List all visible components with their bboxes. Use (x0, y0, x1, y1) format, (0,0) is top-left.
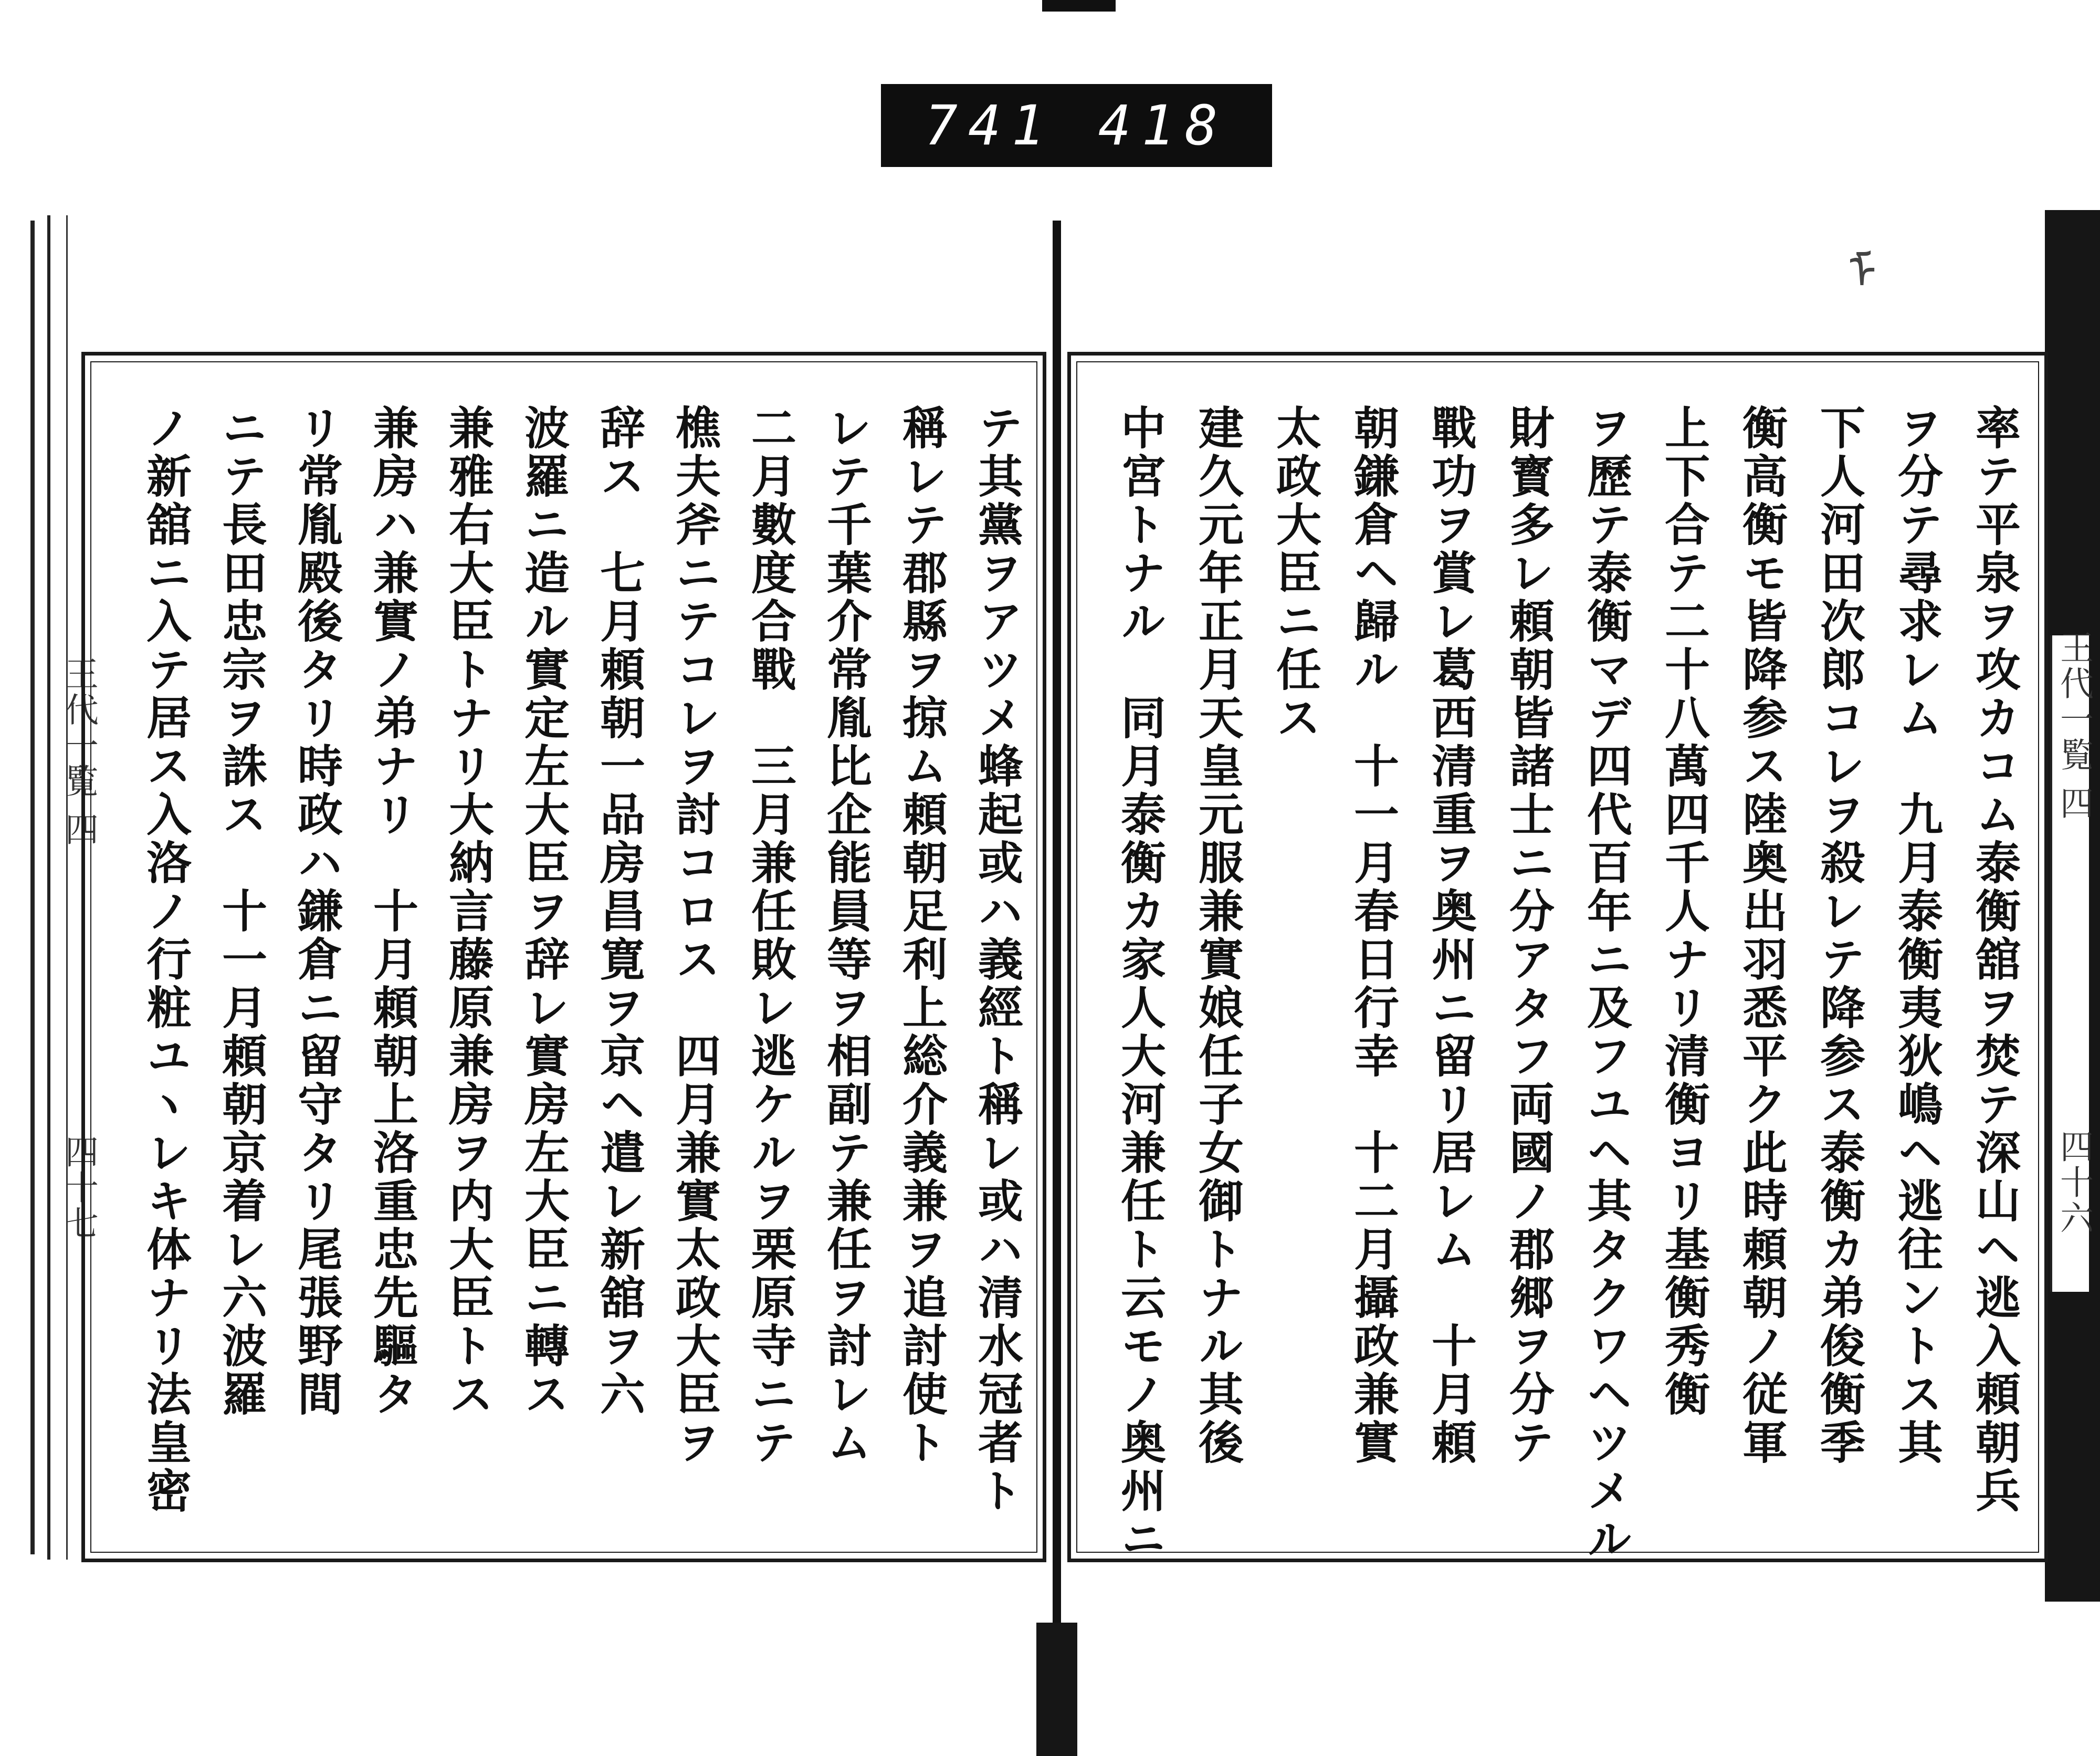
left-margin-title: 王代一覧 四 (59, 656, 98, 848)
book-spine (1047, 221, 1066, 1756)
pencil-mark: ᠮ (1848, 245, 1877, 300)
left-page-column: 樵夫斧ニテコレヲ討コロス 四月兼實太政大臣ヲ (668, 404, 721, 1467)
left-page-column: ノ新舘ニ入テ居ス入洛ノ行粧ユヽレキ体ナリ法皇密 (139, 404, 192, 1515)
right-page-column: 下人河田次郎コレヲ殺レテ降参ス泰衡カ弟俊衡季 (1812, 404, 1865, 1467)
left-page-column: 辞ス 七月頼朝一品房昌寛ヲ京ヘ遣レ新舘ヲ六 (592, 404, 645, 1419)
left-page-edge (47, 215, 68, 1560)
left-page-column: 二月數度合戰 三月兼任敗レ逃ケルヲ栗原寺ニテ (743, 404, 796, 1467)
right-margin-title: 王代一覧 四 (2054, 630, 2093, 822)
left-page-column: ニテ長田忠宗ヲ誅ス 十一月頼朝京着レ六波羅 (214, 404, 267, 1419)
left-page-edge-outer (30, 221, 35, 1554)
right-page-column: 衡高衡モ皆降参ス陸奥出羽悉平ク此時頼朝ノ従軍 (1735, 404, 1788, 1467)
right-page-column: 財寳多レ頼朝皆諸士ニ分アタフ両國ノ郡郷ヲ分テ (1502, 404, 1555, 1467)
right-page-column: 朝鎌倉ヘ歸ル 十一月春日行幸 十二月攝政兼實 (1346, 404, 1399, 1467)
left-page-column: 波羅ニ造ル實定左大臣ヲ辞レ實房左大臣ニ轉ス (517, 404, 570, 1419)
top-edge-mark (1042, 0, 1116, 12)
left-page-column: 兼房ハ兼實ノ弟ナリ 十月頼朝上洛重忠先驅タ (365, 404, 418, 1419)
right-page-column: 率テ平泉ヲ攻カコム泰衡舘ヲ焚テ深山ヘ逃入頼朝兵 (1968, 404, 2021, 1515)
left-page-column: 稱レテ郡縣ヲ掠ム頼朝足利上総介義兼ヲ追討使ト (895, 404, 948, 1467)
right-page-column: 中宮トナル 同月泰衡カ家人大河兼任ト云モノ奥州ニ (1113, 404, 1166, 1564)
left-page-column: 兼雅右大臣トナリ大納言藤原兼房ヲ内大臣トス (441, 404, 494, 1419)
left-page-column: リ常胤殿後タリ時政ハ鎌倉ニ留守タリ尾張野間 (290, 404, 343, 1419)
left-margin-page: 四十七 (59, 1134, 98, 1241)
right-margin-page: 四十六 (2054, 1129, 2093, 1236)
book-spine-foot (1036, 1623, 1077, 1756)
right-page-column: 建久元年正月天皇元服兼實娘任子女御トナル其後 (1191, 404, 1244, 1467)
right-page-column: 太政大臣ニ任ス (1268, 404, 1321, 743)
right-page-column: 上下合テ二十八萬四千人ナリ清衡ヨリ基衡秀衡 (1657, 404, 1710, 1419)
right-page-column: ヲ分テ尋求レム 九月泰衡夷狄嶋ヘ逃往ントス其 (1890, 404, 1943, 1467)
right-page-column: ヲ歷テ泰衡マデ四代百年ニ及フユヘ其タクワヘツメル (1579, 404, 1632, 1564)
right-page-column: 戰功ヲ賞レ葛西清重ヲ奥州ニ留リ居レム 十月頼 (1424, 404, 1477, 1467)
left-page-column: テ其黨ヲアツメ蜂起或ハ義經ト稱レ或ハ清水冠者ト (970, 404, 1023, 1515)
left-page-column: レテ千葉介常胤比企能員等ヲ相副テ兼任ヲ討レム (819, 404, 872, 1467)
call-number-label (881, 84, 1272, 167)
call-number-text: 741 418 (925, 93, 1228, 158)
